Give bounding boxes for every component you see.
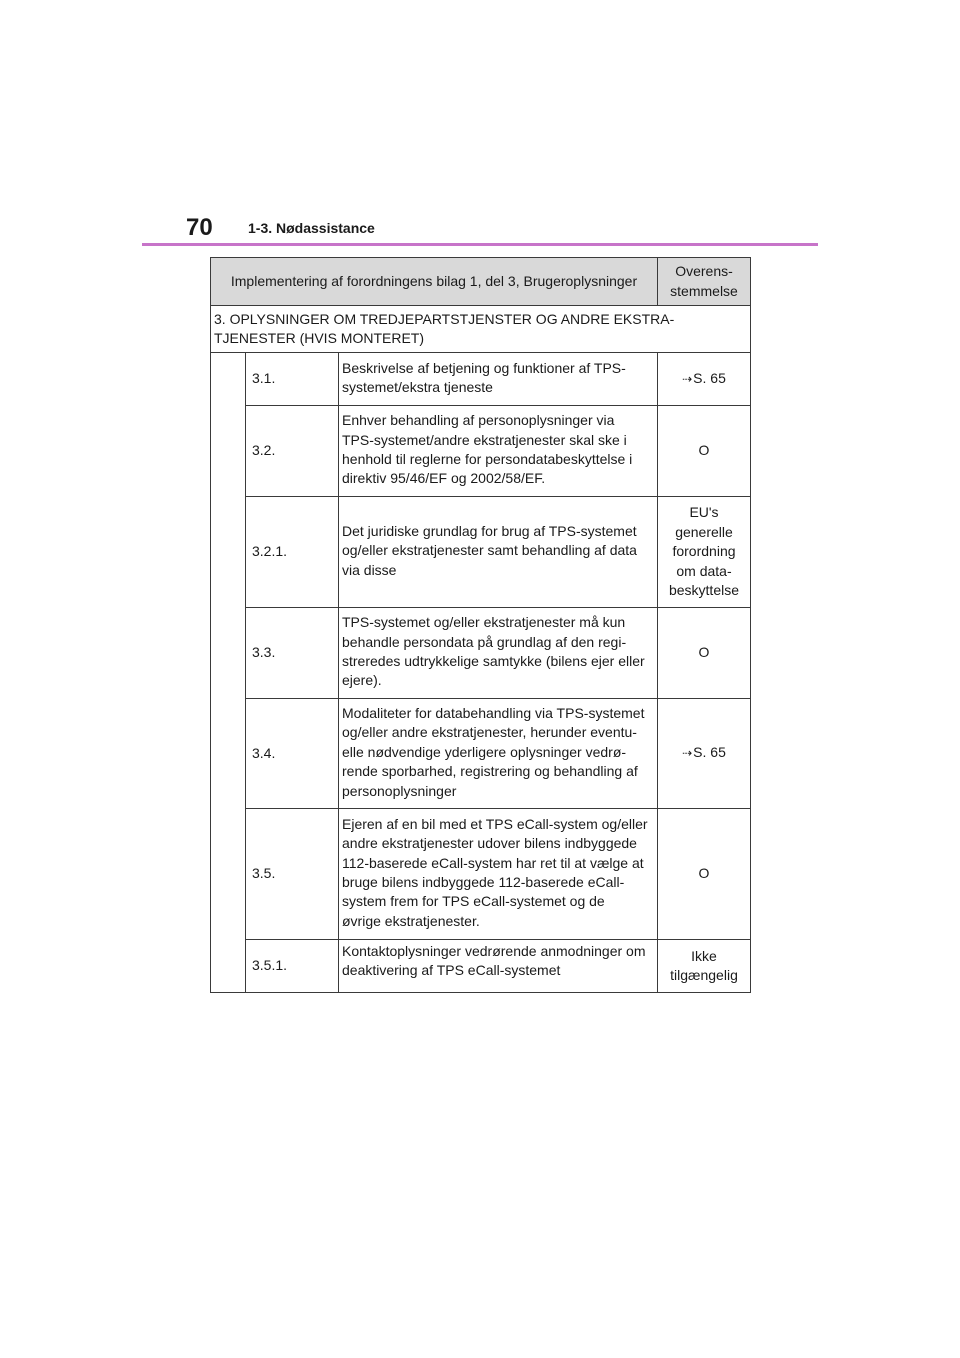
item-conformity-text: S. 65 xyxy=(693,369,726,386)
item-conformity-text: O xyxy=(698,865,710,882)
item-conformity-text: Ikke tilgængelig xyxy=(670,947,738,983)
item-conformity xyxy=(658,699,751,809)
section-title: 1-3. Nødassistance xyxy=(248,220,375,236)
item-conformity xyxy=(658,497,751,608)
table-row xyxy=(211,699,751,809)
column-header-conformity xyxy=(658,258,751,306)
item-description-text: Modaliteter for databehandling via TPS-systemet og/eller andre ekstratjenester, herunder eventu- elle nødvendige yderligere oplysninger vedrø- rende sporbarhed, registrering og behandling af personoplysninger xyxy=(342,704,645,799)
item-description xyxy=(339,809,658,940)
item-number: 3.1. xyxy=(246,353,339,406)
item-number: 3.3. xyxy=(246,608,339,699)
item-description xyxy=(339,699,658,809)
item-conformity xyxy=(658,406,751,497)
item-description-text: Beskrivelse af betjening og funktioner af TPS- systemet/ekstra tjeneste xyxy=(342,359,626,395)
column-header-conformity-text: Overens- stemmelse xyxy=(670,263,738,299)
item-conformity xyxy=(658,809,751,940)
section-heading xyxy=(211,306,751,353)
item-description xyxy=(339,353,658,406)
item-description xyxy=(339,608,658,699)
item-description xyxy=(339,940,658,993)
item-description xyxy=(339,497,658,608)
table-row xyxy=(211,406,751,497)
item-conformity-text: O xyxy=(698,644,710,661)
item-description-text: Kontaktoplysninger vedrørende anmodninger om deaktivering af TPS eCall-systemet xyxy=(342,943,646,979)
item-number: 3.5. xyxy=(246,809,339,940)
indent-cell xyxy=(211,353,246,993)
item-description xyxy=(339,406,658,497)
item-conformity xyxy=(658,940,751,993)
item-description-text: Ejeren af en bil med et TPS eCall-system og/eller andre ekstratjenester udover bilens indbyggede 112-baserede eCall-system har ret til at vælge at bruge bilens indbyggede 112-baserede eCall- system frem for TPS eCall-systemet og de øvrige ekstratjenester. xyxy=(342,815,648,929)
arrow-right-icon: ⇢ xyxy=(682,746,693,761)
section-heading-text: 3. OPLYSNINGER OM TREDJEPARTSTJENSTER OG ANDRE EKSTRA- TJENESTER (HVIS MONTERET) xyxy=(214,310,675,346)
user-information-table xyxy=(210,257,751,993)
item-description-text: Enhver behandling af personoplysninger via TPS-systemet/andre ekstratjenester skal ske i henhold til reglerne for persondatabeskyttelse i direktiv 95/46/EF og 2002/58/EF. xyxy=(342,412,633,487)
table-row xyxy=(211,940,751,993)
table-row xyxy=(211,608,751,699)
item-description-text: Det juridiske grundlag for brug af TPS-systemet og/eller ekstratjenester samt behandling af data via disse xyxy=(342,522,637,578)
item-conformity-text: S. 65 xyxy=(693,744,726,761)
item-number: 3.2.1. xyxy=(246,497,339,608)
item-description-text: TPS-systemet og/eller ekstratjenester må kun behandle persondata på grundlag af den regi- streredes udtrykkelige samtykke (bilens ejer eller ejere). xyxy=(342,614,645,689)
table-row xyxy=(211,497,751,608)
item-number: 3.5.1. xyxy=(246,940,339,993)
arrow-right-icon: ⇢ xyxy=(682,371,693,386)
item-conformity xyxy=(658,608,751,699)
item-conformity xyxy=(658,353,751,406)
page-number: 70 xyxy=(186,214,213,241)
item-conformity-text: EU's generelle forordning om data- beskyttelse xyxy=(668,504,740,599)
item-number: 3.2. xyxy=(246,406,339,497)
column-header-implementation: Implementering af forordningens bilag 1, del 3, Brugeroplysninger xyxy=(211,258,658,306)
table-row xyxy=(211,809,751,940)
header-divider xyxy=(142,243,818,246)
table-row xyxy=(211,353,751,406)
item-conformity-text: O xyxy=(698,442,710,459)
item-number: 3.4. xyxy=(246,699,339,809)
